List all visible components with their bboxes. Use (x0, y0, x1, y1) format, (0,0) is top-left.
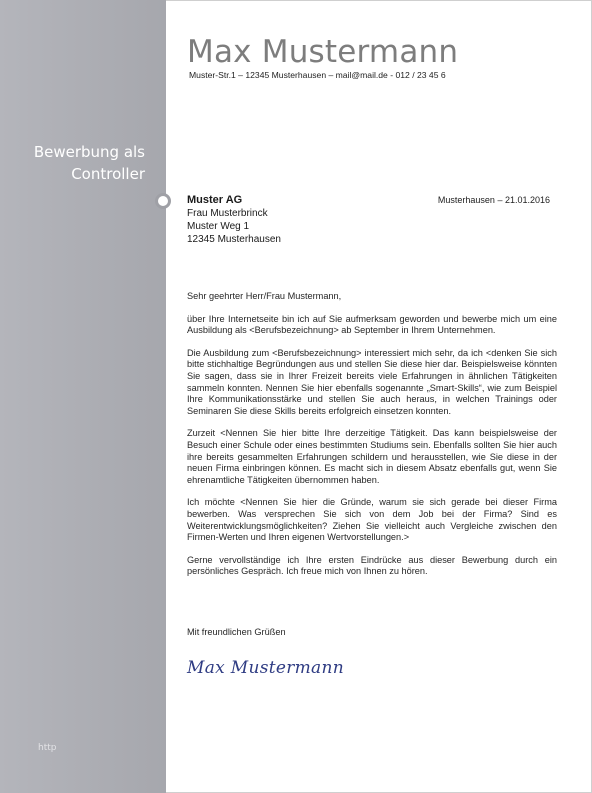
recipient-city: 12345 Musterhausen (187, 234, 281, 245)
recipient-street: Muster Weg 1 (187, 221, 250, 232)
recipient-company: Muster AG (187, 194, 243, 206)
recipient-block (187, 193, 281, 246)
applicant-name: Max Mustermann (187, 34, 459, 70)
paragraph: Gerne vervollständige ich Ihre ersten Eindrücke aus dieser Bewerbung durch ein persönliches Gespräch. Ich freue mich von Ihnen zu hören. (187, 554, 557, 577)
paragraph: über Ihre Internetseite bin ich auf Sie aufmerksam geworden und bewerbe mich um eine Ausbildung als <Berufsbezeichnung> ab September in Ihrem Unternehmen. (187, 313, 557, 336)
sidebar-title (0, 141, 145, 185)
applicant-address: Muster-Str.1 – 12345 Musterhausen – mail@mail.de - 012 / 23 45 6 (189, 70, 446, 80)
sidebar-footer: http (38, 743, 57, 753)
place-date: Musterhausen – 21.01.2016 (437, 195, 550, 205)
letter-body (187, 291, 557, 589)
salutation: Sehr geehrter Herr/Frau Mustermann, (187, 291, 342, 301)
paragraph: Ich möchte <Nennen Sie hier die Gründe, warum sie sich gerade bei dieser Firma bewerben. Was versprechen Sie sich von dem Job bei der Firma? Sind es Weiterentwicklungsmöglichkeiten? Ziehen Sie vielleicht auch Vergleiche zwischen den Firmen-Werten und Ihren eigenen Wertvorstellungen.> (187, 497, 557, 543)
bullet-dot-icon (155, 193, 171, 209)
paragraph: Die Ausbildung zum <Berufsbezeichnung> interessiert mich sehr, da ich <denken Sie sich bitte stichhaltige Begründungen aus und stellen Sie diese hier dar. Beispielsweise könnten Sie sagen, dass sie in Ihrer Freizeit bereits viele Erfahrungen in ähnlichen Tätigkeiten sammeln konnten. Nennen Sie hier ebenfalls sogenannte „Smart-Skills“, wie zum Beispiel Ihre Kommunikationsstärke und stellen Sie auch heraus, in welchen Trainings oder Seminaren Sie diese Skills bereits erfolgreich einsetzen konnten. (187, 347, 557, 416)
recipient-contact: Frau Musterbrinck (187, 208, 268, 219)
signature: Max Mustermann (187, 658, 344, 678)
paragraph: Zurzeit <Nennen Sie hier bitte Ihre derzeitige Tätigkeit. Das kann beispielsweise der Besuch einer Schule oder eines bestimmten Studiums sein. Ebenfalls sollten Sie hier auch ihre bereits gesammelten Erfahrungen schildern und herausstellen, wie Sie diese in der neuen Firma einbringen können. Es macht sich in diesem Absatz ebenfalls gut, wenn Sie ehrenamtliche Tätigkeiten übernommen haben. (187, 428, 557, 485)
sidebar (0, 0, 166, 793)
closing: Mit freundlichen Grüßen (187, 627, 286, 637)
sidebar-title-line2: Controller (71, 165, 145, 183)
sidebar-title-line1: Bewerbung als (33, 143, 145, 161)
